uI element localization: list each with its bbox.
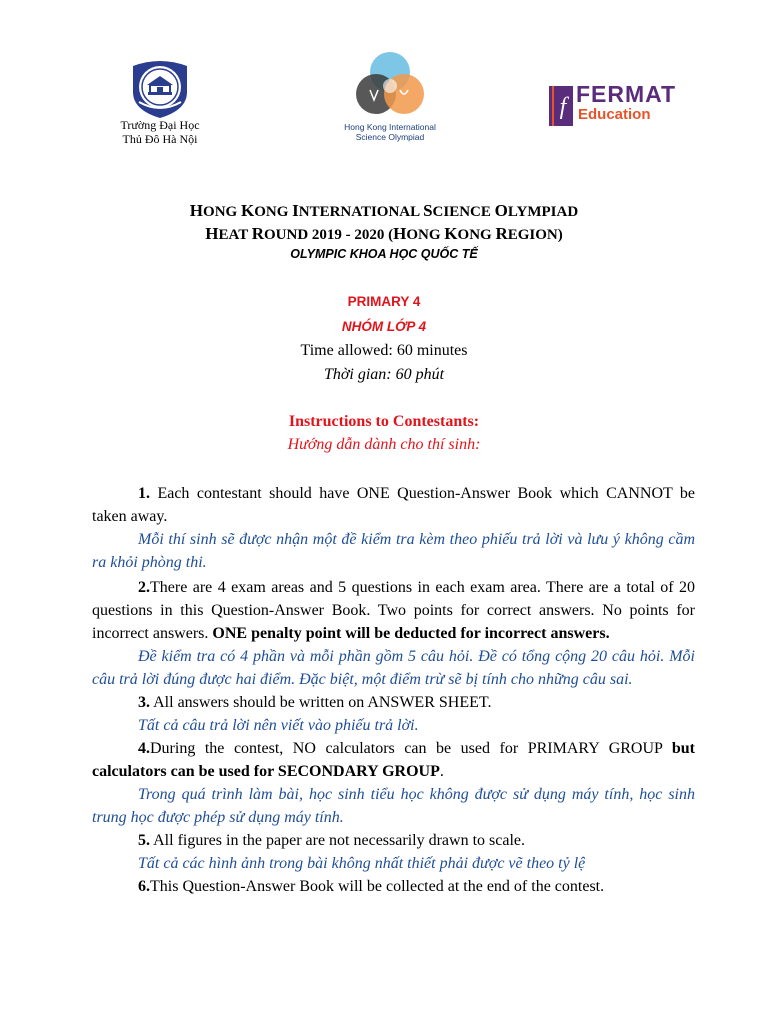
title-rest: ONG — [254, 204, 293, 220]
title-initial: R — [251, 224, 264, 243]
title-initial: I — [292, 201, 299, 220]
fermat-word: FERMAT — [576, 81, 677, 107]
hkiso-venn-icon — [348, 50, 432, 122]
title-initial: K — [240, 201, 255, 220]
fermat-book-icon — [548, 84, 574, 128]
title-rest: OUND 2019 - 2020 ( — [263, 227, 394, 243]
rule-4: 4.During the contest, NO calculators can be used for PRIMARY GROUP but calculators can be used for SECONDARY GROUP. — [92, 740, 695, 780]
fermat-logo — [548, 81, 718, 130]
instructions-heading: Instructions to Contestants: — [288, 413, 480, 430]
title-rest: ONG — [406, 227, 445, 243]
title-initial: S — [423, 201, 433, 220]
rule-1: 1. Each contestant should have ONE Question-Answer Book which CANNOT be taken away. — [92, 485, 696, 525]
rule-4-vn: Trong quá trình làm bài, học sinh tiểu học không được sử dụng máy tính, học sinh trung học được phép sử dụng máy tính. — [92, 786, 695, 826]
title-rest: EAT — [218, 227, 252, 243]
time-allowed: Time allowed: 60 minutes — [300, 342, 468, 359]
rule-2-vn: Đề kiểm tra có 4 phần và mỗi phần gồm 5 câu hỏi. Đề có tổng cộng 20 câu hỏi. Mỗi câu trả lời đúng được hai điểm. Đặc biệt, một điểm trừ sẽ bị tính cho những câu sai. — [92, 648, 695, 688]
title-initial: H — [205, 224, 219, 243]
fermat-education: Education — [578, 106, 651, 123]
title-rest: EGION) — [507, 227, 563, 243]
hnmu-logo — [110, 56, 210, 146]
title-initial: R — [495, 224, 508, 243]
instructions-list — [92, 482, 695, 898]
instructions-heading-vn: Hướng dẫn dành cho thí sinh: — [287, 436, 481, 453]
hnmu-caption-line2: Thủ Đô Hà Nội — [122, 132, 198, 146]
rule-5-vn: Tất cả các hình ảnh trong bài không nhất thiết phải được vẽ theo tỷ lệ — [138, 855, 586, 872]
title-rest: CIENCE — [432, 204, 495, 220]
hkiso-caption-line1: Hong Kong International — [344, 122, 436, 132]
rule-2: 2.There are 4 exam areas and 5 questions in each exam area. There are a total of 20 questions in this Question-Answer Book. Two points for correct answers. No points for incorrect answers. ONE penalty point will be deducted for incorrect answers. — [92, 579, 695, 642]
exam-title-vn: OLYMPIC KHOA HỌC QUỐC TẾ — [290, 247, 478, 261]
rule-6: 6.This Question-Answer Book will be collected at the end of the contest. — [138, 878, 605, 895]
rule-1-vn: Mỗi thí sinh sẽ được nhận một đề kiểm tra kèm theo phiếu trả lời và lưu ý không cầm ra khỏi phòng thi. — [92, 531, 695, 571]
hnmu-emblem-icon — [129, 56, 191, 118]
exam-title-line1 — [0, 201, 768, 221]
title-rest: LYMPIAD — [507, 204, 579, 220]
title-initial: H — [393, 224, 407, 243]
hkiso-caption-line2: Science Olympiad — [355, 132, 425, 142]
title-rest: NTERNATIONAL — [298, 204, 424, 220]
fermat-mark: f — [559, 94, 567, 120]
hnmu-caption-line1: Trường Đại Học — [120, 118, 200, 132]
title-initial: O — [494, 201, 508, 220]
level-label-vn: NHÓM LỚP 4 — [341, 319, 427, 334]
title-initial: K — [444, 224, 458, 243]
rule-3: 3. All answers should be written on ANSWER SHEET. — [138, 694, 492, 711]
title-initial: H — [189, 201, 204, 220]
rule-5: 5. All figures in the paper are not necessarily drawn to scale. — [138, 832, 525, 849]
hkiso-logo — [325, 50, 455, 142]
title-rest: ONG — [457, 227, 496, 243]
title-rest: ONG — [203, 204, 241, 220]
level-label: PRIMARY 4 — [347, 294, 421, 309]
exam-title-line2 — [0, 224, 768, 244]
time-allowed-vn: Thời gian: 60 phút — [323, 366, 445, 383]
rule-3-vn: Tất cả câu trả lời nên viết vào phiếu trả lời. — [138, 717, 419, 734]
